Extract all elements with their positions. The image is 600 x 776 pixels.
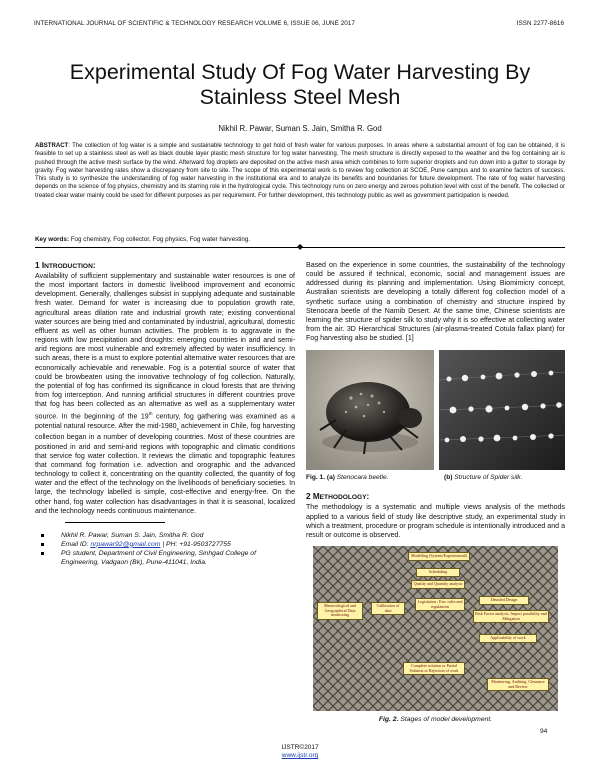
box-quality: Quality and Quantity analysis bbox=[411, 580, 465, 589]
box-monitoring: Monitoring, Auditing, Clearance and Review bbox=[487, 678, 549, 691]
footer-copyright: IJSTR©2017 bbox=[281, 744, 319, 751]
box-modelling: Modelling (System/Experimental) bbox=[408, 552, 470, 561]
title-line-2: Stainless Steel Mesh bbox=[199, 85, 401, 109]
box-scheduling: Scheduling bbox=[416, 568, 460, 577]
box-applicability: Applicability of work bbox=[479, 634, 537, 643]
section-heading-introduction: 1 INTRODUCTION: bbox=[35, 261, 96, 270]
note-contact: Email ID: nrpawar92@gmail.com | PH: +91-9503727755 bbox=[35, 540, 295, 549]
box-detailed-design: Detailed Design bbox=[479, 596, 529, 605]
box-calibration: Calibration of data bbox=[371, 602, 405, 615]
figure-1: Fig. 1. (a) Stenocara beetle. (b) Structure of Spider silk. bbox=[306, 350, 565, 490]
spider-silk-image bbox=[439, 350, 565, 470]
box-risk-factor: Risk Factor analysis, Impact possibility and Mitigation bbox=[473, 610, 549, 623]
author-list: Nikhil R. Pawar, Suman S. Jain, Smitha R. God bbox=[218, 124, 382, 133]
abstract-label: ABSTRACT bbox=[35, 143, 69, 149]
note-affiliation: PG student, Department of Civil Engineering, Sinhgad College of Engineering, Vadgaon (Bk), Pune-411041, India. bbox=[35, 549, 295, 567]
right-column bbox=[306, 261, 565, 723]
box-complete-solution: Complete solution or Partial Solution or Rejection of work bbox=[403, 662, 465, 675]
abstract bbox=[35, 142, 565, 200]
box-meteorological: Meteorological and Geographical Data monitoring bbox=[317, 602, 363, 620]
divider-diamond-icon: ◆ bbox=[297, 242, 304, 251]
keywords-label: Key words: bbox=[35, 236, 69, 243]
title-line-1: Experimental Study Of Fog Water Harvesting By bbox=[69, 60, 531, 84]
page-footer bbox=[0, 744, 600, 760]
email-link[interactable]: nrpawar92@gmail.com bbox=[90, 540, 161, 548]
right-intro-text: Based on the experience in some countries, the sustainability of the technology could be assured if technical, economic, social and management issues are addressed during its planning and implementation. Using Biomimicry concept, Australian scientists are developing a totally different fog collection model of a synthetic surface using a combination of chemistry and structure inspired by Stenocara beetle of the Namib Desert. At the same time, Chinese scientists are learning the structure of spider silk to study why it is so effective at collecting water from the air. 3D Hierarchical Structures (air-plasma-treated Cotula fallax plant) for Fog harvesting also be studied. [1] bbox=[306, 262, 565, 343]
running-header bbox=[34, 20, 564, 30]
footnote-separator bbox=[65, 522, 165, 523]
stenocara-beetle-image bbox=[306, 350, 434, 470]
paper-title bbox=[30, 60, 570, 110]
box-legislation: Legislation : Env. rules and regulations bbox=[415, 598, 465, 611]
footer-website-link[interactable]: www.ijstr.org bbox=[281, 752, 319, 759]
keywords-text: Fog chemistry, Fog collector, Fog physics, Fog water harvesting. bbox=[68, 236, 251, 243]
section-heading-methodology: 2 METHODOLOGY: bbox=[306, 492, 370, 502]
methodology-text: The methodology is a systematic and multiple views analysis of the methods applied to a various field of study like descriptive study, an experimental study in which a treatment, procedure or program schedule is intentionally introduced and a result or outcome is observed. bbox=[306, 504, 565, 539]
author-notes bbox=[35, 531, 295, 567]
figure-2-diagram bbox=[313, 546, 558, 711]
page-number: 94 bbox=[540, 728, 548, 735]
introduction-text: Availability of sufficient supplementary and sustainable water resources is one of the most important factors in domestic livelihood improvement and economic development. Generally, challenges subsist in supplying adequate and sustainable fresh water. Demand for water is increasing due to population growth rate, agricultural areas dilation rate and industrial growth rate; existing conventional water sources are being tried and contaminated by industrial, agricultural, domestic effluent as well as other human activities. The problem is to aggravate in the regions with low precipitation and droughts: emerging countries in arid and semi-arid regions are most vulnerable and extremely affected by water insufficiency. In such areas, there is a must to explore potential alternative water resources that are economically achievable and renewable. Fog is a potential source of water that could be browbeaten using the innovative technology of fog collection. Naturally, the potential of fog has confirmed its significance in cloud forests that are thriving from fog interception. And running artificial structures in different countries prove that fog has been collected as an alternative as well as a supplementary water source. In the beginning of the 19th century, fog gathering was examined as a potential natural resource. After the mid-$1980_s$ achievement in Chile, fog harvesting collection began in a number of developing countries. Most of these countries are positioned in arid and semi-arid regions with topographic and climatic conditions that service fog water collection. It reviews the climatic and topographic features that command fog formation i.e. advection and orographic and the advanced technology to collect it, concentrating on the quantity collected, the quantity of fog water and the effect of the technology on the livelihoods of beneficiary societies. In large, the technology labelled is simple, cost-effective and energy-free. On the other hand, fog water collection has disadvantages in that it is seasonal, localized and the technology needs continuous maintenance. bbox=[35, 273, 295, 515]
note-authors: Nikhil R. Pawar, Suman S. Jain, Smitha R. God bbox=[35, 531, 295, 540]
journal-name: INTERNATIONAL JOURNAL OF SCIENTIFIC & TECHNOLOGY RESEARCH VOLUME 6, ISSUE 06, JUNE 2017 bbox=[34, 20, 355, 27]
abstract-text: : The collection of fog water is a simple and sustainable technology to get hold of fresh water for various purposes. In areas where a substantial amount of fog can be obtained, it is feasible to set up a stainless steel as well as black double layer plastic mesh structure for fog water harvesting. The mesh structure is directly exposed to the weather and the fog containing air is pushed through the active mesh surface by the wind. Afterward fog droplets are deposited on the active mesh area which combines to form superior droplets and run down into a gutter to storage by gravity. Fog water harvesting rates show a discrepancy from site to site. The scope of this experimental work is to review fog collection at SCOE, Pune campus and to examine factors of success. This study is to synthesize the understanding of fog water harvesting in the institutional era and to analyze its benefits and boundaries for future development. The rate of fog water harvesting depends on the science of fog physics, chemistry and its starring role in the hydrological cycle. This technology runs on zero energy and zeroes pollution level with cost of the benefit. The collected or treated clear water mainly could be used for different purposes as per requirement. For further development, this technology public as well as government participation is needed. bbox=[35, 143, 565, 199]
figure-2-caption: Fig. 2. Stages of model development. bbox=[378, 716, 493, 724]
left-column bbox=[35, 261, 295, 567]
issn: ISSN 2277-8616 bbox=[516, 20, 564, 27]
